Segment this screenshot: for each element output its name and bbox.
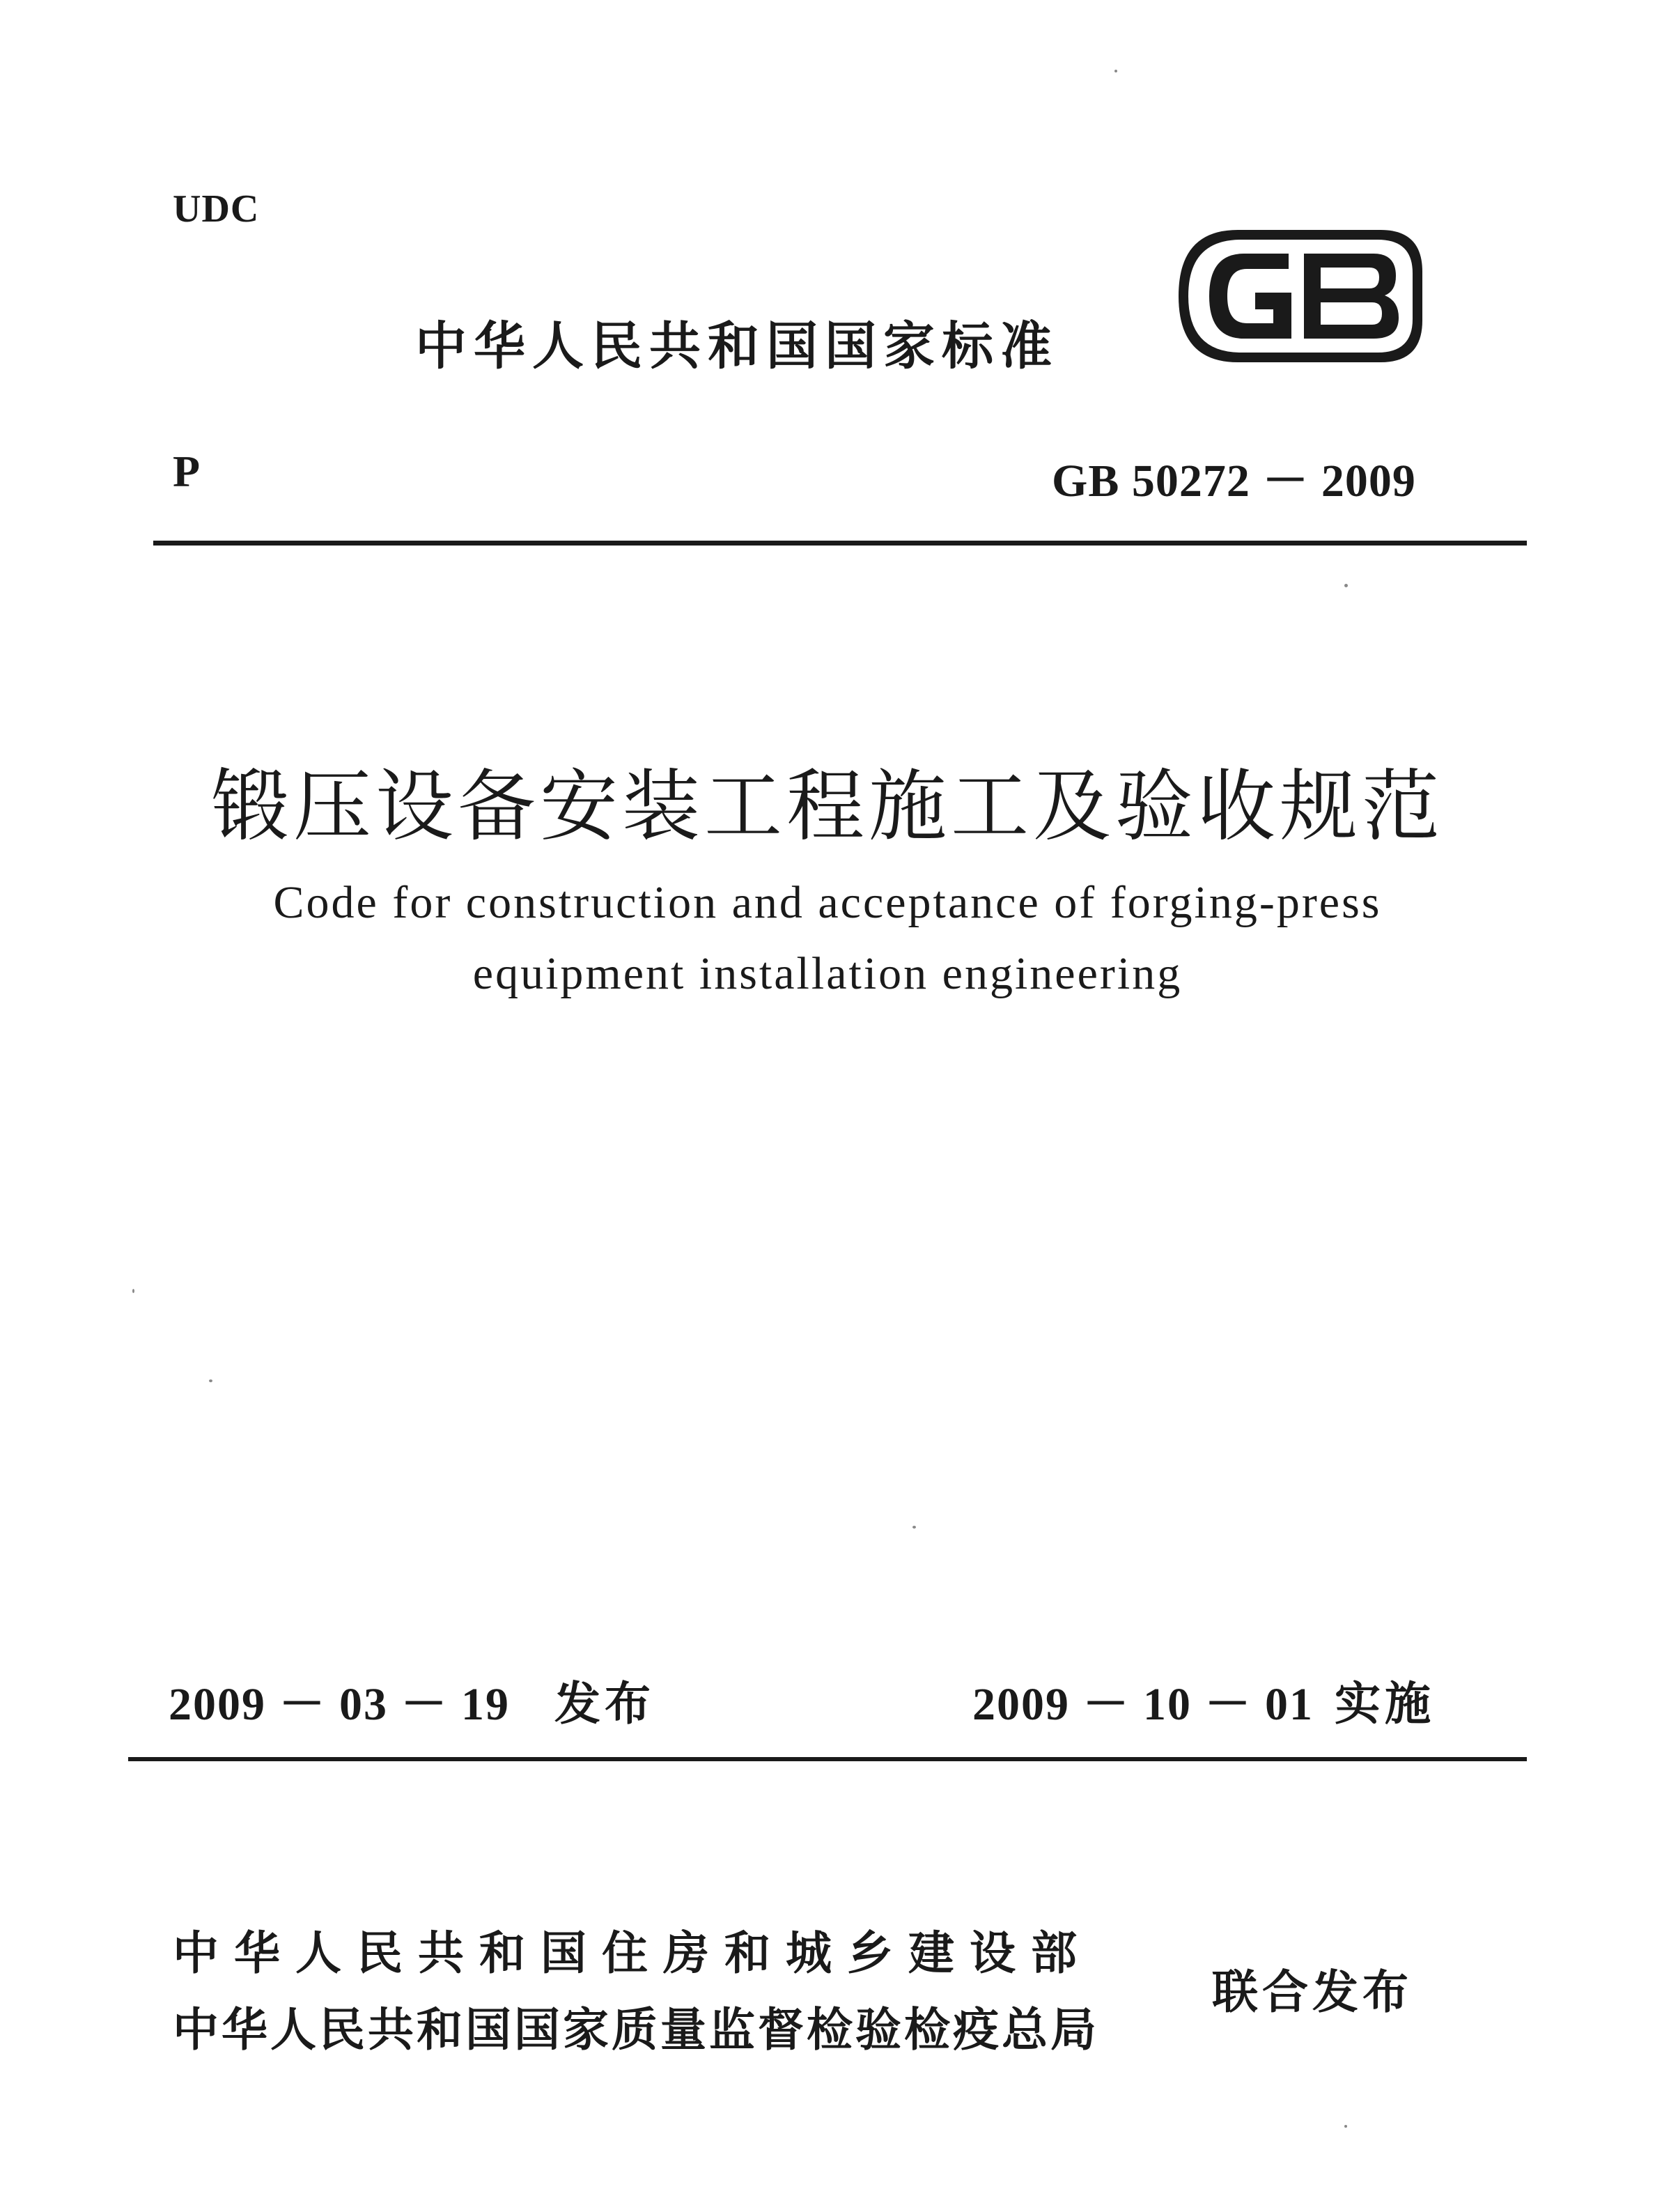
gb-logo-icon — [1172, 223, 1429, 369]
implementation-date: 2009 － 10 － 01 — [972, 1679, 1314, 1730]
scan-speck — [1114, 70, 1117, 72]
udc-label: UDC — [173, 187, 260, 231]
scan-speck — [1344, 584, 1348, 587]
scan-speck — [132, 1289, 134, 1293]
english-title-line-1: Code for construction and acceptance of forging-press — [273, 877, 1382, 928]
standard-number: GB 50272 － 2009 — [1052, 456, 1416, 506]
top-divider — [153, 541, 1527, 546]
national-standard-heading: 中华人民共和国国家标准 — [415, 316, 1059, 376]
implementation-label: 实施 — [1335, 1677, 1435, 1731]
scan-speck — [1344, 2125, 1347, 2128]
classification-code: P — [173, 447, 201, 496]
scan-speck — [209, 1379, 212, 1382]
issue-label: 发布 — [554, 1677, 655, 1731]
english-title-line-2: equipment installation engineering — [472, 948, 1183, 999]
publisher-quality-inspection: 中华人民共和国国家质量监督检验检疫总局 — [173, 2003, 1099, 2057]
chinese-title: 锻压设备安装工程施工及验收规范 — [211, 764, 1444, 851]
joint-release-label: 联合发布 — [1212, 1965, 1413, 2019]
publisher-ministry-housing: 中华人民共和国住房和城乡建设部 — [173, 1926, 1092, 1980]
issue-date: 2009 － 03 － 19 — [169, 1679, 510, 1730]
bottom-divider — [128, 1757, 1527, 1761]
scan-speck — [912, 1526, 916, 1529]
